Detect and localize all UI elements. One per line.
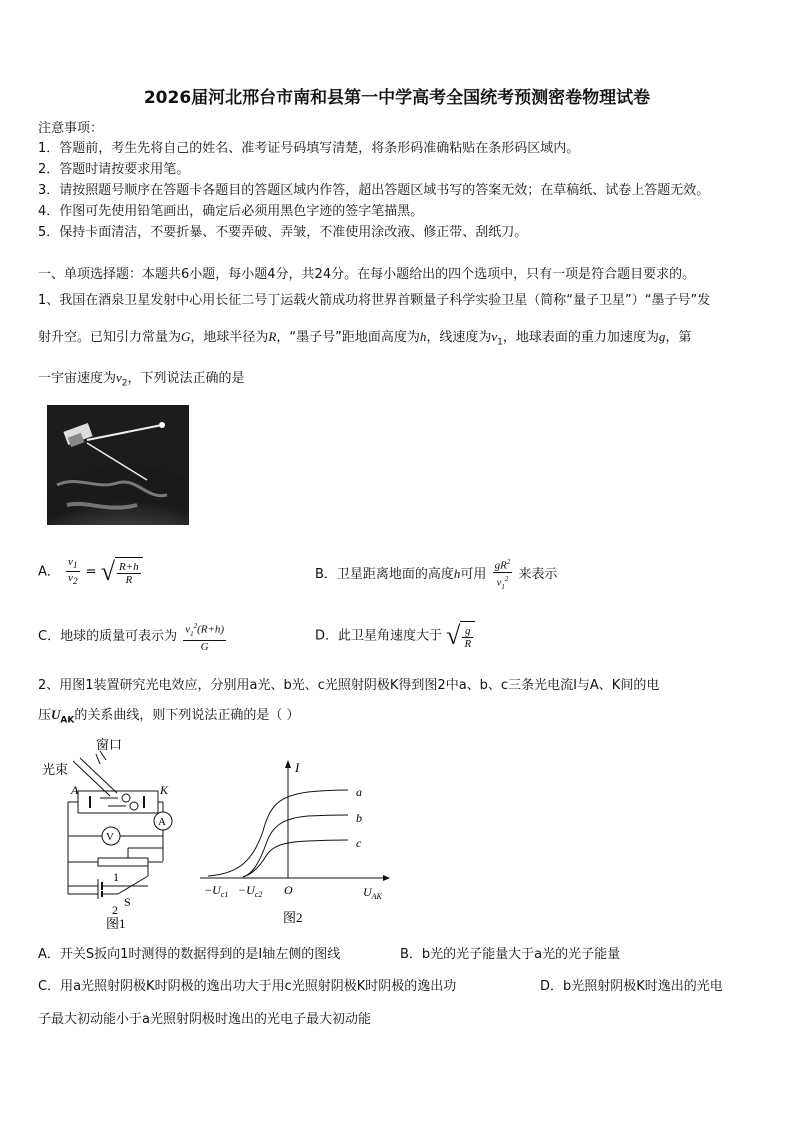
q2-option-b[interactable]: B．b光的光子能量大于a光的光子能量 [400,947,621,962]
svg-text:I: I [295,760,300,775]
svg-text:−Uc2: $-U_{c2}$ [238,883,263,899]
q2-option-c[interactable]: C．用a光照射阴极K时阴极的逸出功大于用c光照射阴极K时阴极的逸出功 [38,979,457,994]
notice-item: 4．作图可先使用铅笔画出，确定后必须用黑色字迹的签字笔描黑。 [38,204,424,219]
q2-option-d[interactable]: D．b光照射阴极K时逸出的光电 [540,979,723,994]
notice-heading: 注意事项： [38,121,104,136]
page-title: 2026届河北邢台市南和县第一中学高考全国统考预测密卷物理试卷 [143,88,651,108]
svg-text:光束: 光束 [42,762,69,777]
svg-text:2: 2 [112,903,118,917]
q1-line1: 1、我国在酒泉卫星发射中心用长征二号丁运载火箭成功将世界首颗量子科学实验卫星（简称“量子卫星”）“墨子号”发 [38,293,711,308]
svg-text:V: V [106,831,114,843]
svg-text:a: a [356,785,362,799]
svg-text:A: A [158,816,166,828]
svg-text:O: O [284,883,293,897]
q2-option-a[interactable]: A．开关S扳向1时测得的数据得到的是I轴左侧的图线 [38,947,341,962]
svg-text:图2: 图2 [283,910,303,925]
section-heading: 一、单项选择题：本题共6小题，每小题4分，共24分。在每小题给出的四个选项中，只有一项是符合题目要求的。 [38,267,696,282]
svg-text:1: 1 [113,870,119,884]
svg-text:A: A [71,783,79,797]
notice-item: 2．答题时请按要求用笔。 [38,162,190,177]
svg-text:b: b [356,811,362,825]
q1-option-c[interactable]: C．地球的质量可表示为 $\frac{v_1^2(R+h)}{G}$ [38,622,225,653]
q1-option-b[interactable]: B．卫星距离地面的高度h可用 $\frac{gR^2}{v_1^2}$ 来表示 [315,558,558,591]
q2-line2: 压$U_{AK}$的关系曲线，则下列说法正确的是（ ） [38,707,300,726]
svg-text:−Uc1: $-U_{c1}$ [204,883,229,899]
figure1-circuit [38,736,188,931]
svg-text:K: K [160,783,169,797]
q2-option-d-cont: 子最大初动能小于a光照射阴极时逸出的光电子最大初动能 [38,1012,371,1027]
svg-text:c: c [356,836,362,850]
notice-item: 3．请按照题号顺序在答题卡各题目的答题区域内作答，超出答题区域书写的答案无效；在草稿纸、试卷上答题无效。 [38,183,710,198]
svg-text:UAK: $U_{AK}$ [363,885,382,901]
svg-text:S: S [124,895,131,909]
q1-option-a[interactable]: A． $\frac{v_1}{v_2}$ = √ $\frac{R+h}{R}$ [38,556,143,588]
q2-line1: 2、用图1装置研究光电效应，分别用a光、b光、c光照射阴极K得到图2中a、b、c三条光电流I与A、K间的电 [38,678,660,693]
q1-line2: 射升空。已知引力常量为G，地球半径为R，“墨子号”距地面高度为h，线速度为$v_1$，地球表面的重力加速度为g，第 [38,329,692,348]
q1-line3: 一宇宙速度为$v_2$，下列说法正确的是 [38,370,245,389]
q1-option-d[interactable]: D．此卫星角速度大于 √ $\frac{g}{R}$ [315,620,475,652]
figure2-iu-curves [198,756,398,931]
svg-text:图1: 图1 [106,916,126,931]
svg-text:窗口: 窗口 [96,737,123,752]
notice-item: 1．答题前，考生先将自己的姓名、准考证号码填写清楚，将条形码准确粘贴在条形码区域内。 [38,141,580,156]
notice-item: 5．保持卡面清洁，不要折暴、不要弄破、弄皱，不准使用涂改液、修正带、刮纸刀。 [38,225,528,240]
satellite-photo [47,405,189,525]
